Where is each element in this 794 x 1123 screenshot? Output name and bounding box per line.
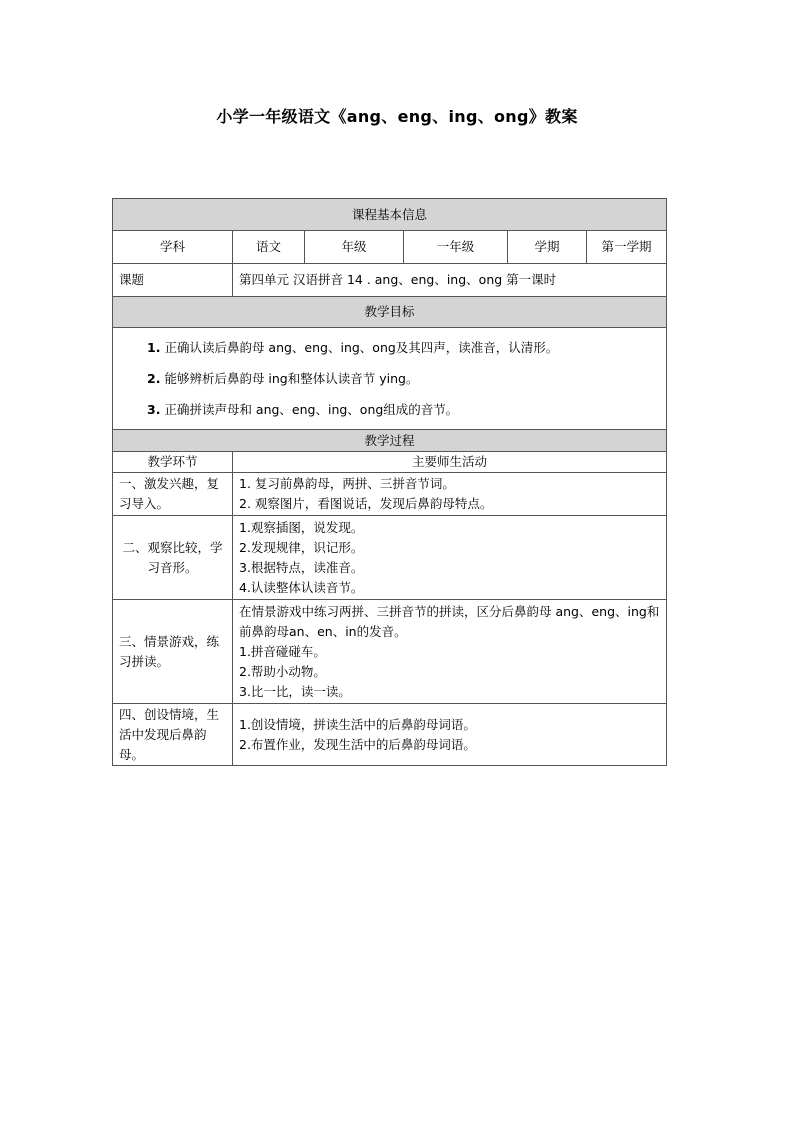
goals-list bbox=[119, 328, 660, 429]
goal-item: 3. 正确拼读声母和 ang、eng、ing、ong组成的音节。 bbox=[147, 402, 459, 417]
grade-value: 一年级 bbox=[404, 231, 508, 264]
subject-value: 语文 bbox=[233, 231, 305, 264]
process-col-stage: 教学环节 bbox=[113, 452, 233, 473]
goals-cell bbox=[113, 328, 667, 430]
activity-cell: 1.观察插图，说发现。 2.发现规律，识记形。 3.根据特点，读准音。 4.认读整体认读音节。 bbox=[233, 516, 667, 600]
process-col-activity: 主要师生活动 bbox=[233, 452, 667, 473]
goals-header: 教学目标 bbox=[113, 297, 667, 328]
lesson-plan-table bbox=[112, 198, 667, 766]
topic-label: 课题 bbox=[113, 264, 233, 297]
activity-cell: 1.创设情境，拼读生活中的后鼻韵母词语。 2.布置作业，发现生活中的后鼻韵母词语。 bbox=[233, 704, 667, 766]
stage-cell: 二、观察比较，学习音形。 bbox=[113, 516, 233, 600]
goal-item: 1. 正确认读后鼻韵母 ang、eng、ing、ong及其四声，读准音，认清形。 bbox=[147, 340, 559, 355]
grade-label: 年级 bbox=[305, 231, 404, 264]
stage-cell: 一、激发兴趣，复习导入。 bbox=[113, 473, 233, 516]
stage-cell: 四、创设情境，生活中发现后鼻韵母。 bbox=[113, 704, 233, 766]
term-label: 学期 bbox=[508, 231, 587, 264]
process-header: 教学过程 bbox=[113, 430, 667, 452]
term-value: 第一学期 bbox=[587, 231, 667, 264]
activity-cell: 在情景游戏中练习两拼、三拼音节的拼读，区分后鼻韵母 ang、eng、ing和前鼻韵母an、en、in的发音。 1.拼音碰碰车。 2.帮助小动物。 3.比一比，读一读。 bbox=[233, 600, 667, 704]
subject-label: 学科 bbox=[113, 231, 233, 264]
topic-value: 第四单元 汉语拼音 14 . ang、eng、ing、ong 第一课时 bbox=[233, 264, 667, 297]
page-title: 小学一年级语文《ang、eng、ing、ong》教案 bbox=[216, 107, 578, 126]
activity-cell: 1. 复习前鼻韵母，两拼、三拼音节词。 2. 观察图片，看图说话，发现后鼻韵母特点。 bbox=[233, 473, 667, 516]
basic-info-header: 课程基本信息 bbox=[113, 199, 667, 231]
goal-item: 2. 能够辨析后鼻韵母 ing和整体认读音节 ying。 bbox=[147, 371, 419, 386]
stage-cell: 三、情景游戏，练习拼读。 bbox=[113, 600, 233, 704]
